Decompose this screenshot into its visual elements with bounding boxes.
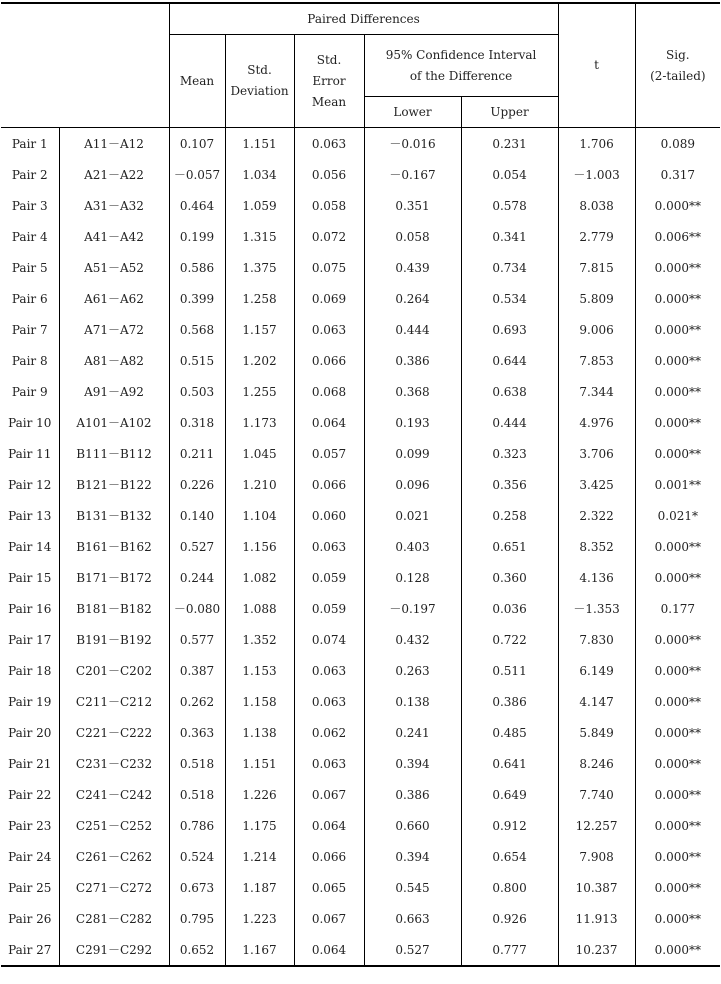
std-error-mean-cell: 0.075 [294,252,364,283]
ci-upper-cell: 0.323 [461,438,558,469]
table-row [1,841,720,872]
pair-label-cell: Pair 17 [8,632,52,647]
ci-lower-cell: 0.368 [364,376,461,407]
pair-label-cell: Pair 23 [8,818,52,833]
std-deviation-cell: 1.375 [225,252,294,283]
ci-upper-cell: 0.641 [461,748,558,779]
t-value-cell: －1.003 [558,159,635,190]
ci-lower-cell: －0.167 [364,159,461,190]
table-row [1,252,720,283]
mean-cell: 0.199 [169,221,225,252]
pair-label-cell: Pair 9 [11,384,48,399]
mean-cell: －0.057 [169,159,225,190]
t-value-cell: 7.853 [558,345,635,376]
sig-value-cell: 0.000** [635,655,720,686]
pair-label-cell: Pair 20 [8,725,52,740]
std-deviation-cell: 1.214 [225,841,294,872]
header-sig-line-1: Sig. [666,47,690,62]
ci-upper-cell: 0.926 [461,903,558,934]
ci-lower-cell: 0.193 [364,407,461,438]
header-paired-differences: Paired Differences [169,3,558,35]
ci-lower-cell: 0.527 [364,934,461,966]
table-body [1,128,720,967]
ci-lower-cell: 0.386 [364,345,461,376]
ci-upper-cell: 0.360 [461,562,558,593]
variables-cell: C221－C222 [59,717,169,748]
pair-label-cell: Pair 6 [11,291,48,306]
ci-upper-cell: 0.638 [461,376,558,407]
variables-cell: C211－C212 [59,686,169,717]
header-confidence-interval [364,35,558,97]
std-deviation-cell: 1.059 [225,190,294,221]
mean-cell: 0.244 [169,562,225,593]
mean-cell: 0.673 [169,872,225,903]
std-error-mean-cell: 0.063 [294,531,364,562]
ci-upper-cell: 0.649 [461,779,558,810]
ci-lower-cell: －0.197 [364,593,461,624]
std-error-mean-cell: 0.062 [294,717,364,748]
sig-value-cell: 0.000** [635,190,720,221]
mean-cell: 0.226 [169,469,225,500]
std-deviation-cell: 1.210 [225,469,294,500]
t-value-cell: 5.809 [558,283,635,314]
ci-upper-cell: 0.777 [461,934,558,966]
variables-cell: A31－A32 [59,190,169,221]
std-error-mean-cell: 0.065 [294,872,364,903]
ci-lower-cell: 0.021 [364,500,461,531]
mean-cell: 0.568 [169,314,225,345]
t-value-cell: 4.147 [558,686,635,717]
header-sig [635,3,720,128]
sig-value-cell: 0.000** [635,624,720,655]
std-error-mean-cell: 0.066 [294,345,364,376]
pair-label-cell: Pair 2 [11,167,48,182]
t-value-cell: －1.353 [558,593,635,624]
std-deviation-cell: 1.138 [225,717,294,748]
pair-label-cell: Pair 15 [8,570,52,585]
variables-cell: C261－C262 [59,841,169,872]
variables-cell: C241－C242 [59,779,169,810]
std-deviation-cell: 1.158 [225,686,294,717]
std-error-mean-cell: 0.060 [294,500,364,531]
sig-value-cell: 0.000** [635,314,720,345]
std-error-mean-cell: 0.059 [294,562,364,593]
ci-lower-cell: 0.241 [364,717,461,748]
std-deviation-cell: 1.258 [225,283,294,314]
t-value-cell: 2.322 [558,500,635,531]
table-row [1,624,720,655]
ci-upper-cell: 0.511 [461,655,558,686]
table-row [1,190,720,221]
pair-label-cell: Pair 1 [11,136,48,151]
ci-upper-cell: 0.231 [461,128,558,160]
std-deviation-cell: 1.151 [225,748,294,779]
t-value-cell: 7.908 [558,841,635,872]
mean-cell: 0.518 [169,748,225,779]
variables-cell: A71－A72 [59,314,169,345]
t-value-cell: 10.387 [558,872,635,903]
table-row [1,562,720,593]
t-value-cell: 7.830 [558,624,635,655]
table-row [1,748,720,779]
header-sig-line-2: (2-tailed) [650,68,706,83]
t-value-cell: 7.344 [558,376,635,407]
pair-label-cell: Pair 8 [11,353,48,368]
sig-value-cell: 0.000** [635,283,720,314]
std-error-mean-cell: 0.063 [294,655,364,686]
ci-lower-cell: 0.263 [364,655,461,686]
header-std-error-mean [294,35,364,128]
t-value-cell: 12.257 [558,810,635,841]
pair-label-cell: Pair 18 [8,663,52,678]
ci-lower-cell: 0.394 [364,748,461,779]
header-std-error-mean-line-2: Error [312,73,346,88]
sig-value-cell: 0.000** [635,779,720,810]
mean-cell: 0.140 [169,500,225,531]
std-deviation-cell: 1.223 [225,903,294,934]
mean-cell: 0.518 [169,779,225,810]
header-confidence-interval-line-1: 95% Confidence Interval [385,47,537,62]
sig-value-cell: 0.000** [635,717,720,748]
table-row [1,345,720,376]
variables-cell: C231－C232 [59,748,169,779]
ci-upper-cell: 0.444 [461,407,558,438]
ci-lower-cell: 0.058 [364,221,461,252]
variables-cell: A101－A102 [59,407,169,438]
pair-label-cell: Pair 25 [8,880,52,895]
ci-upper-cell: 0.356 [461,469,558,500]
table-row [1,438,720,469]
variables-cell: B171－B172 [59,562,169,593]
pair-label-cell: Pair 7 [11,322,48,337]
sig-value-cell: 0.177 [635,593,720,624]
mean-cell: 0.387 [169,655,225,686]
ci-upper-cell: 0.693 [461,314,558,345]
std-error-mean-cell: 0.063 [294,128,364,160]
header-upper: Upper [461,97,558,128]
ci-upper-cell: 0.734 [461,252,558,283]
table-row [1,283,720,314]
mean-cell: 0.795 [169,903,225,934]
sig-value-cell: 0.000** [635,562,720,593]
t-value-cell: 4.976 [558,407,635,438]
sig-value-cell: 0.021* [635,500,720,531]
mean-cell: 0.399 [169,283,225,314]
t-value-cell: 8.038 [558,190,635,221]
pair-label-cell: Pair 26 [8,911,52,926]
std-error-mean-cell: 0.056 [294,159,364,190]
header-t: t [558,3,635,128]
std-deviation-cell: 1.082 [225,562,294,593]
std-error-mean-cell: 0.066 [294,841,364,872]
variables-cell: B131－B132 [59,500,169,531]
variables-cell: A41－A42 [59,221,169,252]
variables-cell: A11－A12 [59,128,169,160]
sig-value-cell: 0.000** [635,252,720,283]
ci-upper-cell: 0.386 [461,686,558,717]
std-error-mean-cell: 0.063 [294,314,364,345]
sig-value-cell: 0.001** [635,469,720,500]
t-value-cell: 7.740 [558,779,635,810]
mean-cell: 0.464 [169,190,225,221]
ci-lower-cell: －0.016 [364,128,461,160]
variables-cell: B191－B192 [59,624,169,655]
mean-cell: 0.652 [169,934,225,966]
mean-cell: 0.363 [169,717,225,748]
ci-lower-cell: 0.128 [364,562,461,593]
sig-value-cell: 0.000** [635,686,720,717]
table-row [1,314,720,345]
std-deviation-cell: 1.173 [225,407,294,438]
ci-upper-cell: 0.912 [461,810,558,841]
pair-label-cell: Pair 10 [8,415,52,430]
mean-cell: 0.262 [169,686,225,717]
variables-cell: C251－C252 [59,810,169,841]
std-deviation-cell: 1.156 [225,531,294,562]
sig-value-cell: 0.006** [635,221,720,252]
ci-upper-cell: 0.485 [461,717,558,748]
std-error-mean-cell: 0.068 [294,376,364,407]
std-deviation-cell: 1.151 [225,128,294,160]
t-value-cell: 4.136 [558,562,635,593]
pair-label-cell: Pair 5 [11,260,48,275]
ci-lower-cell: 0.403 [364,531,461,562]
ci-upper-cell: 0.651 [461,531,558,562]
pair-label-cell: Pair 19 [8,694,52,709]
variables-cell: B161－B162 [59,531,169,562]
mean-cell: 0.577 [169,624,225,655]
t-value-cell: 11.913 [558,903,635,934]
ci-lower-cell: 0.660 [364,810,461,841]
std-deviation-cell: 1.034 [225,159,294,190]
variables-cell: A51－A52 [59,252,169,283]
pair-label-cell: Pair 12 [8,477,52,492]
pair-label-cell: Pair 24 [8,849,52,864]
pair-label-cell: Pair 4 [11,229,48,244]
table-row [1,872,720,903]
sig-value-cell: 0.089 [635,128,720,160]
std-deviation-cell: 1.255 [225,376,294,407]
mean-cell: 0.586 [169,252,225,283]
table-row [1,128,720,160]
variables-cell: B121－B122 [59,469,169,500]
table-row [1,531,720,562]
ci-lower-cell: 0.663 [364,903,461,934]
std-deviation-cell: 1.202 [225,345,294,376]
pair-label-cell: Pair 13 [8,508,52,523]
pair-label-cell: Pair 16 [8,601,52,616]
ci-upper-cell: 0.644 [461,345,558,376]
variables-cell: B181－B182 [59,593,169,624]
ci-lower-cell: 0.444 [364,314,461,345]
t-value-cell: 8.352 [558,531,635,562]
header-std-deviation-line-1: Std. [247,63,272,77]
std-error-mean-cell: 0.067 [294,779,364,810]
t-value-cell: 3.425 [558,469,635,500]
variables-cell: C271－C272 [59,872,169,903]
ci-lower-cell: 0.096 [364,469,461,500]
ci-lower-cell: 0.545 [364,872,461,903]
ci-lower-cell: 0.099 [364,438,461,469]
pair-label-cell: Pair 14 [8,539,52,554]
ci-upper-cell: 0.578 [461,190,558,221]
table-row [1,655,720,686]
std-error-mean-cell: 0.069 [294,283,364,314]
ci-upper-cell: 0.036 [461,593,558,624]
variables-cell: C281－C282 [59,903,169,934]
std-error-mean-cell: 0.072 [294,221,364,252]
variables-cell: C291－C292 [59,934,169,966]
t-value-cell: 7.815 [558,252,635,283]
t-value-cell: 2.779 [558,221,635,252]
header-mean: Mean [169,35,225,128]
sig-value-cell: 0.000** [635,531,720,562]
std-error-mean-cell: 0.064 [294,407,364,438]
std-error-mean-cell: 0.057 [294,438,364,469]
std-error-mean-cell: 0.067 [294,903,364,934]
t-value-cell: 5.849 [558,717,635,748]
mean-cell: 0.318 [169,407,225,438]
ci-upper-cell: 0.722 [461,624,558,655]
header-std-error-mean-line-3: Mean [311,94,347,109]
ci-lower-cell: 0.432 [364,624,461,655]
table-row [1,376,720,407]
sig-value-cell: 0.000** [635,345,720,376]
t-value-cell: 3.706 [558,438,635,469]
sig-value-cell: 0.000** [635,376,720,407]
table-row [1,779,720,810]
mean-cell: 0.211 [169,438,225,469]
mean-cell: 0.107 [169,128,225,160]
sig-value-cell: 0.000** [635,841,720,872]
std-deviation-cell: 1.352 [225,624,294,655]
table-row [1,469,720,500]
variables-cell: A81－A82 [59,345,169,376]
std-error-mean-cell: 0.063 [294,686,364,717]
sig-value-cell: 0.317 [635,159,720,190]
table-header [1,3,720,128]
table-row [1,717,720,748]
std-deviation-cell: 1.315 [225,221,294,252]
pair-label-cell: Pair 3 [11,198,48,213]
pair-label-cell: Pair 22 [8,787,52,802]
ci-upper-cell: 0.654 [461,841,558,872]
variables-cell: A61－A62 [59,283,169,314]
mean-cell: 0.503 [169,376,225,407]
table-row [1,221,720,252]
std-error-mean-cell: 0.064 [294,810,364,841]
variables-cell: A21－A22 [59,159,169,190]
variables-cell: A91－A92 [59,376,169,407]
std-deviation-cell: 1.104 [225,500,294,531]
std-deviation-cell: 1.167 [225,934,294,966]
t-value-cell: 10.237 [558,934,635,966]
sig-value-cell: 0.000** [635,903,720,934]
sig-value-cell: 0.000** [635,934,720,966]
mean-cell: 0.515 [169,345,225,376]
ci-upper-cell: 0.054 [461,159,558,190]
mean-cell: 0.786 [169,810,225,841]
ci-upper-cell: 0.258 [461,500,558,531]
std-deviation-cell: 1.175 [225,810,294,841]
sig-value-cell: 0.000** [635,438,720,469]
std-error-mean-cell: 0.058 [294,190,364,221]
ci-upper-cell: 0.341 [461,221,558,252]
ci-lower-cell: 0.386 [364,779,461,810]
ci-upper-cell: 0.534 [461,283,558,314]
std-error-mean-cell: 0.066 [294,469,364,500]
ci-upper-cell: 0.800 [461,872,558,903]
header-std-error-mean-line-1: Std. [316,52,342,67]
paired-samples-test-table [1,2,720,967]
std-error-mean-cell: 0.063 [294,748,364,779]
header-std-deviation [225,35,294,128]
std-deviation-cell: 1.157 [225,314,294,345]
t-value-cell: 6.149 [558,655,635,686]
std-error-mean-cell: 0.064 [294,934,364,966]
header-std-deviation-line-2: Deviation [230,84,289,98]
header-blank [1,3,169,128]
std-deviation-cell: 1.187 [225,872,294,903]
sig-value-cell: 0.000** [635,810,720,841]
ci-lower-cell: 0.264 [364,283,461,314]
ci-lower-cell: 0.439 [364,252,461,283]
table-row [1,407,720,438]
table-row [1,934,720,966]
t-value-cell: 9.006 [558,314,635,345]
std-error-mean-cell: 0.059 [294,593,364,624]
variables-cell: B111－B112 [59,438,169,469]
std-deviation-cell: 1.088 [225,593,294,624]
table-row [1,593,720,624]
std-deviation-cell: 1.153 [225,655,294,686]
ci-lower-cell: 0.351 [364,190,461,221]
mean-cell: －0.080 [169,593,225,624]
variables-cell: C201－C202 [59,655,169,686]
pair-label-cell: Pair 27 [1,934,59,966]
mean-cell: 0.527 [169,531,225,562]
table-row [1,500,720,531]
std-error-mean-cell: 0.074 [294,624,364,655]
header-confidence-interval-line-2: of the Difference [409,68,513,83]
t-value-cell: 1.706 [558,128,635,160]
table-row [1,686,720,717]
table-row [1,810,720,841]
std-deviation-cell: 1.226 [225,779,294,810]
t-value-cell: 8.246 [558,748,635,779]
std-deviation-cell: 1.045 [225,438,294,469]
pair-label-cell: Pair 11 [8,446,52,461]
table-row [1,903,720,934]
ci-lower-cell: 0.394 [364,841,461,872]
sig-value-cell: 0.000** [635,872,720,903]
header-lower: Lower [364,97,461,128]
ci-lower-cell: 0.138 [364,686,461,717]
sig-value-cell: 0.000** [635,407,720,438]
mean-cell: 0.524 [169,841,225,872]
pair-label-cell: Pair 21 [8,756,52,771]
table-row [1,159,720,190]
sig-value-cell: 0.000** [635,748,720,779]
